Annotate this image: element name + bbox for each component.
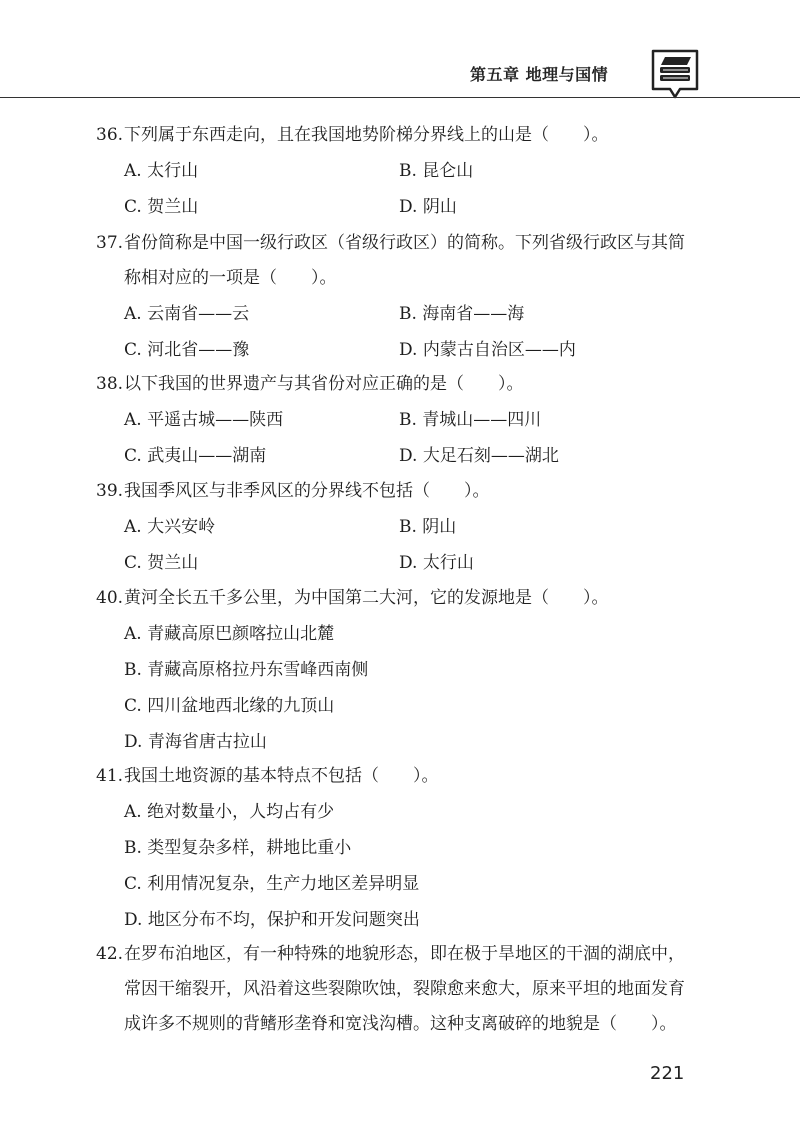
option-c: C. 四川盆地西北缘的九顶山 xyxy=(124,696,335,716)
options xyxy=(124,616,696,760)
question-line: 省份简称是中国一级行政区（省级行政区）的简称。下列省级行政区与其简 xyxy=(124,233,685,253)
question-36 xyxy=(96,118,696,225)
option-c: C. 利用情况复杂，生产力地区差异明显 xyxy=(124,874,420,894)
question-text: 下列属于东西走向，且在我国地势阶梯分界线上的山是（ ）。 xyxy=(124,125,609,145)
question-text xyxy=(124,226,696,296)
option-c: C. 贺兰山 xyxy=(124,197,199,217)
option-b: B. 青藏高原格拉丹东雪峰西南侧 xyxy=(124,660,369,680)
option-a: A. 太行山 xyxy=(124,161,199,181)
question-41 xyxy=(96,759,696,938)
question-number: 42. xyxy=(96,944,124,964)
option-a: A. 绝对数量小，人均占有少 xyxy=(124,802,335,822)
question-number: 39. xyxy=(96,481,124,501)
question-number: 40. xyxy=(96,588,124,608)
question-number: 38. xyxy=(96,374,124,394)
options xyxy=(124,794,696,938)
question-text: 黄河全长五千多公里，为中国第二大河，它的发源地是（ ）。 xyxy=(124,588,609,608)
question-line: 在罗布泊地区，有一种特殊的地貌形态，即在极于旱地区的干涸的湖底中， xyxy=(124,944,685,964)
option-a: A. 大兴安岭 xyxy=(124,517,216,537)
option-d: D. 太行山 xyxy=(399,553,474,573)
question-text: 以下我国的世界遗产与其省份对应正确的是（ ）。 xyxy=(124,374,524,394)
books-icon xyxy=(650,48,700,100)
question-40 xyxy=(96,581,696,760)
option-b: B. 阴山 xyxy=(399,517,457,537)
question-37 xyxy=(96,226,696,368)
question-39 xyxy=(96,474,696,581)
option-b: B. 类型复杂多样，耕地比重小 xyxy=(124,838,352,858)
question-42 xyxy=(96,937,696,1042)
chapter-title: 第五章 地理与国情 xyxy=(470,65,609,84)
option-b: B. 昆仑山 xyxy=(399,161,474,181)
option-a: A. 青藏高原巴颜喀拉山北麓 xyxy=(124,624,335,644)
option-d: D. 大足石刻——湖北 xyxy=(399,446,559,466)
page-number: 221 xyxy=(650,1063,685,1084)
question-line: 成许多不规则的背鳍形垄脊和宽浅沟槽。这种支离破碎的地貌是（ ）。 xyxy=(124,1014,677,1034)
question-number: 37. xyxy=(96,233,124,253)
option-d: D. 内蒙古自治区——内 xyxy=(399,340,576,360)
option-a: A. 平遥古城——陕西 xyxy=(124,410,284,430)
question-number: 41. xyxy=(96,766,124,786)
question-line: 常因干缩裂开，风沿着这些裂隙吹蚀，裂隙愈来愈大，原来平坦的地面发育 xyxy=(124,979,685,999)
question-number: 36. xyxy=(96,125,124,145)
option-c: C. 贺兰山 xyxy=(124,553,199,573)
options xyxy=(124,153,696,225)
option-d: D. 青海省唐古拉山 xyxy=(124,732,267,752)
option-b: B. 海南省——海 xyxy=(399,304,525,324)
options xyxy=(124,402,696,474)
option-d: D. 地区分布不均，保护和开发问题突出 xyxy=(124,910,420,930)
question-text: 我国土地资源的基本特点不包括（ ）。 xyxy=(124,766,439,786)
option-d: D. 阴山 xyxy=(399,197,457,217)
header-rule xyxy=(0,97,800,98)
question-line: 称相对应的一项是（ ）。 xyxy=(124,268,337,288)
question-38 xyxy=(96,367,696,474)
option-b: B. 青城山——四川 xyxy=(399,410,542,430)
option-c: C. 武夷山——湖南 xyxy=(124,446,267,466)
option-c: C. 河北省——豫 xyxy=(124,340,250,360)
option-a: A. 云南省——云 xyxy=(124,304,250,324)
question-text: 我国季风区与非季风区的分界线不包括（ ）。 xyxy=(124,481,490,501)
question-text xyxy=(124,937,696,1042)
options xyxy=(124,509,696,581)
options xyxy=(124,296,696,368)
